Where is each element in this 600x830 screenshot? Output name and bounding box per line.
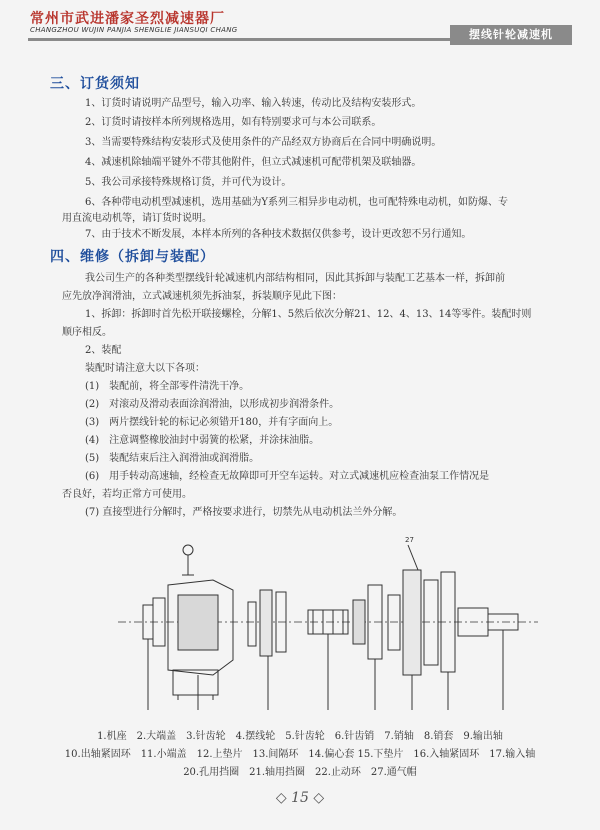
company-name-en: CHANGZHOU WUJIN PANJIA SHENGLIE JIANSUQI CHANG xyxy=(30,26,238,34)
callout-label: 27 xyxy=(405,536,414,544)
parts-legend-line: 1.机座 2.大端盖 3.针齿轮 4.摆线轮 5.针齿轮 6.针齿销 7.销轴 8.销套 9.输出轴 xyxy=(97,731,503,742)
assembly-item: (7) 直接型进行分解时，严格按要求进行，切禁先从电动机法兰外分解。 xyxy=(85,507,403,518)
assembly-intro: 装配时请注意大以下各项： xyxy=(85,363,205,374)
assembly-item: (4) 注意调整橡胶油封中弱簧的松紧，并涂抹油脂。 xyxy=(85,435,320,446)
disassembly-text-cont: 顺序相反。 xyxy=(62,327,112,338)
assembly-item: (5) 装配结束后注入润滑油或润滑脂。 xyxy=(85,453,260,464)
assembly-item: (3) 两片摆线针轮的标记必须错开180，并有字面向上。 xyxy=(85,417,339,428)
assembly-item: (6) 用手转动高速轴，经检查无故障即可开空车运转。对立式减速机应检查油泵工作情况是 xyxy=(85,471,490,482)
ordering-item: 4、减速机除轴端平键外不带其他附件，但立式减速机可配带机架及联轴器。 xyxy=(85,157,422,168)
disassembly-text: 1、拆卸：拆卸时首先松开联接螺栓，分解1、5然后依次分解21、12、4、13、14等零件。装配时则 xyxy=(85,309,532,320)
ordering-item: 3、当需要特殊结构安装形式及使用条件的产品经双方协商后在合同中明确说明。 xyxy=(85,137,442,148)
assembly-item: (1) 装配前，将全部零件清洗干净。 xyxy=(85,381,250,392)
page-number: ◇ 15 ◇ xyxy=(275,790,325,806)
ordering-item: 6、各种带电动机型减速机，选用基础为Y系列三相异步电动机，也可配特殊电动机，如防爆、专 xyxy=(85,197,508,208)
page-number-value: 15 xyxy=(291,790,309,806)
ordering-item: 7、由于技术不断发展，本样本所列的各种技术数据仅供参考，设计更改恕不另行通知。 xyxy=(85,229,472,240)
company-name-cn: 常州市武进潘家圣烈减速器厂 xyxy=(30,11,225,27)
assembly-item-cont: 否良好，若均正常方可使用。 xyxy=(62,489,192,500)
page-header xyxy=(0,0,600,48)
parts-legend-line: 10.出轴紧固环 11.小端盖 12.上垫片 13.间隔环 14.偏心套 15.下垫片 16.入轴紧固环 17.输入轴 xyxy=(64,749,536,760)
maintenance-intro-cont: 应先放净润滑油，立式减速机须先拆油泵，拆装顺序见此下图： xyxy=(62,291,342,302)
section-title-ordering: 三、订货须知 xyxy=(50,76,140,92)
header-product-title: 摆线针轮减速机 xyxy=(450,25,572,45)
ordering-item: 5、我公司承接特殊规格订货，并可代为设计。 xyxy=(85,177,292,188)
ordering-item: 2、订货时请按样本所列规格选用，如有特别要求可与本公司联系。 xyxy=(85,117,382,128)
assembly-item: (2) 对滚动及滑动表面涂润滑油，以形成初步润滑条件。 xyxy=(85,399,340,410)
assembly-heading: 2、装配 xyxy=(85,345,122,356)
ordering-item-cont: 用直流电动机等，请订货时说明。 xyxy=(62,213,212,224)
section-title-maintenance: 四、维修（拆卸与装配） xyxy=(50,249,215,265)
parts-legend-line: 20.孔用挡圈 21.轴用挡圈 22.止动环 27.通气帽 xyxy=(183,767,417,778)
exploded-assembly-drawing xyxy=(118,530,538,720)
maintenance-intro: 我公司生产的各种类型摆线针轮减速机内部结构相同，因此其拆卸与装配工艺基本一样，拆卸前 xyxy=(85,273,505,284)
ordering-item: 1、订货时请说明产品型号，输入功率、输入转速，传动比及结构安装形式。 xyxy=(85,98,422,109)
header-rule xyxy=(28,38,468,41)
